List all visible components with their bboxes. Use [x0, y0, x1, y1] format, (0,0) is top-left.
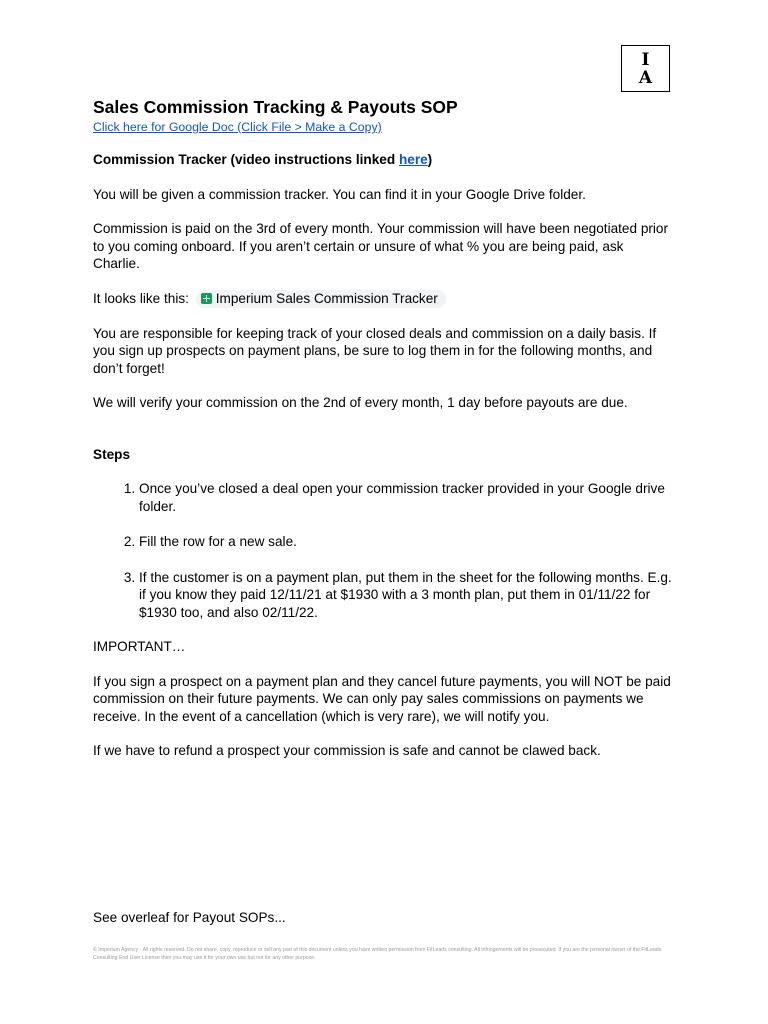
page-title: Sales Commission Tracking & Payouts SOP: [93, 97, 458, 117]
chip-label: Imperium Sales Commission Tracker: [215, 290, 438, 306]
commission-payment-paragraph: Commission is paid on the 3rd of every month. Your commission will have been negotiated prior to you coming onboard. If you aren’t certain or unsure of what % you are being paid, ask Charlie.: [93, 221, 669, 271]
imperium-logo: [621, 45, 670, 92]
document-body: [93, 96, 673, 777]
verification-paragraph: We will verify your commission on the 2nd of every month, 1 day before payouts are due.: [93, 395, 628, 410]
tracker-preview-line: [93, 290, 673, 308]
refund-paragraph: If we have to refund a prospect your commission is safe and cannot be clawed back.: [93, 743, 601, 758]
step-item-2: 2. Fill the row for a new sale.: [139, 533, 673, 551]
cancellation-paragraph: If you sign a prospect on a payment plan and they cancel future payments, you will NOT be paid commission on their future payments. We can only pay sales commissions on payments we receive. In the event of a cancellation (which is very rare), we will notify you.: [93, 673, 671, 724]
tracker-heading: [93, 151, 673, 169]
steps-list: [93, 480, 673, 621]
tracker-heading-close: ): [427, 152, 433, 167]
google-doc-link[interactable]: Click here for Google Doc (Click File > Make a Copy): [93, 120, 382, 134]
step-item-3: 3. If the customer is on a payment plan, put them in the sheet for the following months. E.g. if you know they paid 12/11/21 at $1930 with a 3 month plan, put them in 01/11/22 for $1930 too, and also 02/11/22.: [139, 569, 673, 622]
tracker-heading-text: Commission Tracker (video instructions linked: [93, 152, 399, 167]
step-item-1: 1. Once you’ve closed a deal open your commission tracker provided in your Google drive folder.: [139, 480, 673, 515]
looks-like-label: It looks like this:: [93, 290, 189, 306]
google-sheets-icon: [201, 293, 212, 304]
commission-tracker-chip[interactable]: [196, 290, 446, 308]
steps-heading: Steps: [93, 446, 131, 462]
tracker-location-paragraph: You will be given a commission tracker. You can find it in your Google Drive folder.: [93, 186, 586, 202]
overleaf-note: See overleaf for Payout SOPs...: [93, 910, 286, 925]
logo-letter-a: A: [638, 68, 653, 88]
copyright-footer: © Imperium Agency - All rights reserved. Do not share, copy, reproduce or sell any part of this document unless you have written permission from FitLeads consulting. All infringements will be prosecuted. If you are the personal owner of the FitLeads Consulting End User License then you may use it for your own use but not for any other purpose.: [93, 947, 662, 961]
tracking-responsibility-paragraph: You are responsible for keeping track of your closed deals and commission on a daily basis. If you sign up prospects on payment plans, be sure to log them in for the following months, and don’t forget!: [93, 325, 657, 376]
logo-letter-i: I: [641, 50, 650, 70]
video-instructions-link[interactable]: here: [398, 152, 428, 167]
important-label: IMPORTANT…: [93, 639, 186, 654]
